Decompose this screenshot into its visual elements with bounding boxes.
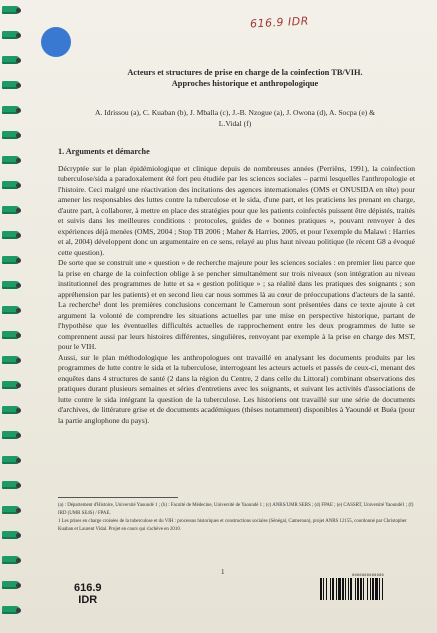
stamp-line-2: IDR [78,593,98,606]
binding-hole [16,58,21,63]
binding-hole [16,483,21,488]
barcode-label-sticker [318,573,418,600]
binding-hole [16,133,21,138]
handwritten-call-number: 616.9 IDR [249,14,310,31]
binding-hole [16,258,21,263]
spiral-binding [0,0,24,633]
binding-hole [16,358,21,363]
binding-hole [16,158,21,163]
binding-hole [16,433,21,438]
paragraph-1: Décryptée sur le plan épidémiologique et clinique depuis de nombreuses années (Perriëns, 1991), la coinfection tuberculose/sida a paradoxalement été fort peu étudiée par les sciences sociales – parmi lesquelles l'anthropologie et l'histoire. Ceci malgré une réactivation des incitations des agences internationales (OMS et ONUSIDA en tête) pour amener les responsables des luttes contre la tuberculose et le sida, d'une part, et les praticiens les prenant en charge, d'autre part, à collaborer, à mettre en place des stratégies pour que les patients coinfectés puissent être dépistés, traités et suivis dans les meilleures conditions : protocoles, guides de « bonnes pratiques », pouvant renvoyer à des expériences déjà menées (OMS, 2004 ; Stop TB 2006 ; Maher & Harries, 2005, et pour l'exemple du Malawi : Harries et al, 2004) développent donc un argumentaire en ce sens, relayé au plus haut niveau politique (le récent G8 a évoqué cette question). [58,164,415,257]
section-heading: 1. Arguments et démarche [58,147,150,156]
title-line-2: Approches historique et anthropologique [171,78,319,88]
binding-hole [16,108,21,113]
title-line-1: Acteurs et structures de prise en charge de la coinfection TB/VIH. [127,68,363,77]
barcode-number: 0000000000000 [351,573,385,577]
library-stamp [74,583,102,606]
stamp-line-1: 616.9 [74,582,102,594]
binding-hole [16,583,21,588]
blue-dot-sticker [41,27,71,57]
binding-hole [16,308,21,313]
binding-hole [16,233,21,238]
binding-hole [16,383,21,388]
footnote-affiliations: (a) : Département d'Histoire, Université Yaoundé 1 ; (b) : Faculté de Médecine, Université de Yaoundé 1 ; (c) ANRS/UMR SERS ; (d) FPAE ; (e) CASSRT, Université Yaoundé1 ; (f) IRD (UMR SE4S) / FPAE. [58,503,414,516]
paragraph-3: Aussi, sur le plan méthodologique les anthropologues ont travaillé en analysant les documents produits par les programmes de lutte contre le sida et la tuberculose, interrogeant les acteurs actuels et passés de ceux-ci, menant des enquêtes dans 4 structures de santé (2 dans la région du Centre, 2 dans celle du Littoral) combinant observations des pratiques durant plusieurs semaines et séries d'entretiens avec les soignants, et suivant les activités d'associations de lutte contre le sida intégrant la question de la tuberculose. Les historiens ont travaillé sur une série de documents d'archives, de littérature grise et de documents académiques (thèses notamment) disponibles à Yaoundé et Buéa (pour la partie anglophone du pays). [58,352,415,425]
binding-hole [16,183,21,188]
footnote-divider [58,497,178,498]
binding-hole [16,608,21,613]
document-title [90,68,400,90]
footnotes [58,502,415,534]
authors-line-1: A. Idrissou (a), C. Kuaban (b), J. Mballa (c), J.-B. Nzogue (a), J. Owona (d), A. Socpa (e) & [94,108,376,117]
binding-hole [16,33,21,38]
binding-hole [16,533,21,538]
binding-hole [16,8,21,13]
binding-hole [16,208,21,213]
binding-hole [16,508,21,513]
binding-hole [16,83,21,88]
binding-hole [16,283,21,288]
paragraph-2: De sorte que se construit une « question » de recherche majeure pour les sciences sociales : en premier lieu parce que la prise en charge de la coinfection oblige à se pencher simultanément sur trois niveaux (son intégration au niveau institutionnel des programmes de lutte et sa « gestion politique » ; sa réalité dans les pratiques des soignants ; son appréhension par les patients) et en second lieu car nous sommes là au cœur de préoccupations d'acteurs de la santé. La recherche¹ dont les premières conclusions concernant le Cameroun sont présentées dans ce texte ajoute à cet argument la volonté de comprendre les situations actuelles par une mise en perspective historique, partant de l'hypothèse que les éventuelles difficultés actuelles de rapprochement entre les deux programmes de lutte se comprennent aussi par leurs histoires différentes, singulières, renvoyant par exemple à la prise en charge des MST, pour le VIH. [58,258,415,352]
authors-line-2: L.Vidal (f) [218,118,252,128]
binding-hole [16,558,21,563]
authors [60,108,410,129]
barcode-icon [318,578,418,600]
binding-hole [16,408,21,413]
binding-hole [16,458,21,463]
footnote-project: 1 Les prises en charge croisées de la tuberculose et du VIH : processus historiques et constructions sociales (Sénégal, Cameroun), projet ANRS 12155, coordonné par Christopher Kuaban et Laurent Vidal. Projet en cours qui s'achève en 2010. [58,519,407,532]
binding-hole [16,333,21,338]
page-number: 1 [221,568,225,576]
body-text [58,164,415,426]
